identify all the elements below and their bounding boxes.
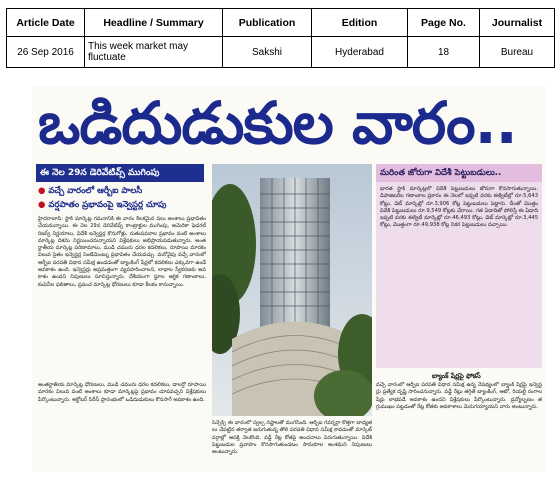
- clipping-subheadline: ఈ నెల 29న డెరివేటివ్స్ ముగింపు: [36, 164, 204, 182]
- header-article-date: Article Date: [7, 9, 85, 37]
- bullet-item: [38, 198, 206, 212]
- header-publication: Publication: [223, 9, 312, 37]
- cell-edition: Hyderabad: [312, 37, 408, 68]
- article-metadata-table: [6, 8, 555, 68]
- header-headline: Headline / Summary: [85, 9, 223, 37]
- table-row: [7, 37, 555, 68]
- stock-exchange-building-photo: [212, 164, 372, 416]
- cell-publication: Sakshi: [223, 37, 312, 68]
- article-body-middle-lower: సెన్సెక్స్ ఈ వారంలో స్వల్ప నష్టాలతో ముగిసింది. ఆర్బీఐ గవర్నర్గా కొత్తగా బాధ్యతలు చేపట్టిన తర్వాత జరుగుతున్న తొలి పరపతి విధాన సమీక్ష కావడంతో మార్కెట్ వర్గాల్లో ఆసక్తి నెలకొంది. వడ్డీ రేట్ల కోతపై అంచనాలు పెరుగుతున్నాయి. విదేశీ పెట్టుబడుల ప్రవాహం కొనసాగుతుండటం సానుకూల అంశమని నిపుణులు అంటున్నారు.: [212, 420, 372, 456]
- article-body-left: హైదరాబాద్: స్టాక్ మార్కెట్ల గమనానికి ఈ వారం కీలకమైన పలు అంశాలు ప్రభావితం చేయనున్నాయి. ఈ నెల 29న డెరివేటివ్స్ కాంట్రాక్టుల ముగింపు, అమెరికా ఫెడరల్ రిజర్వ్ నిర్ణయాలు, విదేశీ ఇన్వెస్టర్ల కొనుగోళ్లు, రుతుపవనాల ప్రభావం వంటి అంశాలు మార్కెట్ల దిశను నిర్ణయించనున్నాయని విశ్లేషకులు అభిప్రాయపడుతున్నారు. అంతర్జాతీయ మార్కెట్ల పరిణామాలు, ముడి చమురు ధరల కదలికలు, రూపాయి మారకం విలువ సైతం ఇన్వెస్టర్ల సెంటిమెంట్ను ప్రభావితం చేయవచ్చు. మరోవైపు వచ్చే వారంలో ఆర్బీఐ పరపతి విధాన సమీక్ష ఉండడంతో బ్యాంకింగ్ షేర్లలో కదలికలు ఎక్కువగా ఉండే అవకాశం ఉంది. ఇన్వెస్టర్లు అప్రమత్తంగా వ్యవహరించాలని, లాభాల స్వీకరణకు అవకాశం ఉందని నిపుణులు సూచిస్తున్నారు. దేశీయంగా స్థూల ఆర్థిక గణాంకాలు, కంపెనీల ఫలితాలు, ప్రపంచ మార్కెట్ల ధోరణులు కూడా కీలకం కానున్నాయి.: [38, 216, 206, 288]
- cell-page-no: 18: [408, 37, 480, 68]
- newspaper-clipping: [32, 86, 546, 472]
- bullet-dot-icon: ●: [38, 186, 49, 196]
- header-page-no: Page No.: [408, 9, 480, 37]
- sidebar-headline: మరింత జోరుగా విదేశీ పెట్టుబడులు..: [376, 164, 542, 182]
- clipping-bullets: [38, 184, 206, 212]
- clipping-headline: ఒడిదుడుకుల వారం..: [38, 89, 517, 157]
- bullet-dot-icon: ●: [38, 200, 49, 210]
- article-body-right-lower: వచ్చే వారంలో ఆర్బీఐ పరపతి విధాన సమీక్ష ఉన్న నేపథ్యంలో బ్యాంక్ షేర్లపై ఇన్వెస్టర్లు ప్రత్యేక దృష్టి సారించనున్నారు. వడ్డీ రేట్లు తగ్గితే బ్యాంకింగ్, ఆటో, రియల్టీ రంగాల షేర్లు లాభపడే అవకాశం ఉందని విశ్లేషకులు పేర్కొంటున్నారు. ద్రవ్యోల్బణం తగ్గుముఖం పట్టడంతో రేట్ల కోతకు అవకాశాలు మెరుగయ్యాయని వారు అంటున్నారు.: [376, 382, 542, 410]
- table-header-row: [7, 9, 555, 37]
- bullet-text: వర్షపాతం ప్రభావంపై ఇన్వెస్టర్ల చూపు: [48, 200, 167, 210]
- header-journalist: Journalist: [480, 9, 555, 37]
- header-edition: Edition: [312, 9, 408, 37]
- cell-article-date: 26 Sep 2016: [7, 37, 85, 68]
- bullet-text: వచ్చే వారంలో ఆర్బీఐ పాలసీ: [48, 186, 143, 196]
- article-body-left-lower: అంతర్జాతీయ మార్కెట్ల ధోరణులు, ముడి చమురు ధరల కదలికలు, డాలర్తో రూపాయి మారకం విలువ వంటి అంశాలు కూడా మార్కెట్లపై ప్రభావం చూపవచ్చని విశ్లేషకులు పేర్కొంటున్నారు. అక్టోబర్ సిరీస్ ప్రారంభంలో ఒడిదుడుకులు కొనసాగే అవకాశం ఉంది.: [38, 382, 206, 403]
- cell-headline: This week market may fluctuate: [85, 37, 223, 68]
- building-illustration: [212, 164, 372, 416]
- sidebar-body: భారత స్టాక్ మార్కెట్లలో విదేశీ పెట్టుబడులు జోరుగా కొనసాగుతున్నాయి. డిపాజిటరీల గణాంకాల ప్రకారం ఈ నెలలో ఇప్పటి వరకు ఈక్విటీల్లో రూ.5,643 కోట్లు, డెట్ మార్కెట్లో రూ.3,906 కోట్ల పెట్టుబడులు పెట్టారు. దీంతో మొత్తం విదేశీ పెట్టుబడులు రూ.9,549 కోట్లకు చేరాయి. గత ఏడాదితో పోలిస్తే ఈ ఏడాది ఇప్పటి వరకు ఈక్విటీ మార్కెట్లో రూ.46,493 కోట్లు, డెట్ మార్కెట్లో రూ.3,445 కోట్లు, మొత్తంగా రూ.49,938 కోట్ల నికర పెట్టుబడులు వచ్చాయి.: [380, 186, 538, 229]
- section-heading-bank-shares: బ్యాంక్ షేర్లపై ఫోకస్: [432, 372, 481, 380]
- cell-journalist: Bureau: [480, 37, 555, 68]
- bullet-item: [38, 184, 206, 198]
